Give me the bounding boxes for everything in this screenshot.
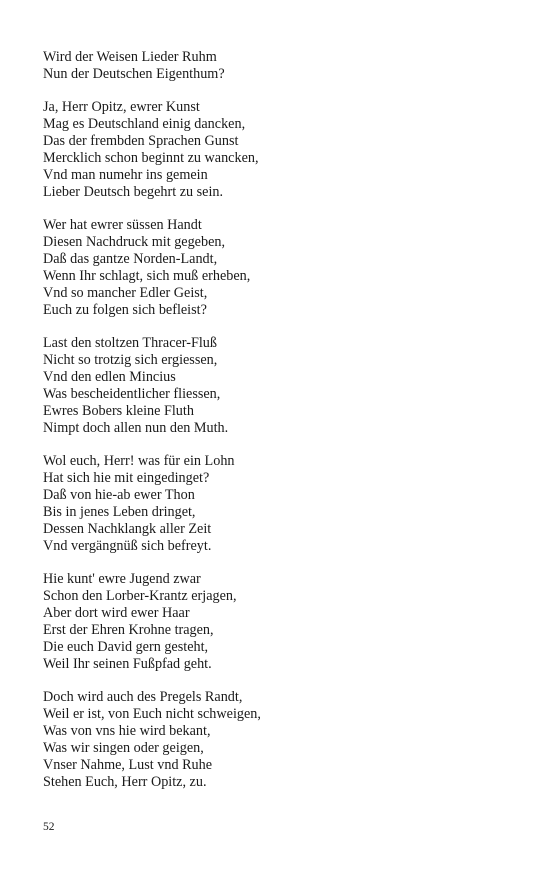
verse-line: Wol euch, Herr! was für ein Lohn: [43, 453, 235, 470]
verse-line: Vnd so mancher Edler Geist,: [43, 284, 208, 301]
verse-line: Nun der Deutschen Eigenthum?: [43, 65, 225, 82]
verse-line: Last den stoltzen Thracer-Fluß: [43, 335, 217, 352]
verse-line: Doch wird auch des Pregels Randt,: [43, 689, 243, 705]
stanza-4: [43, 335, 513, 436]
stanza-3: [43, 217, 513, 318]
verse-line: Daß das gantze Norden-Landt,: [43, 251, 218, 268]
verse-line: Ewres Bobers kleine Fluth: [43, 402, 194, 419]
verse-line: Daß von hie-ab ewer Thon: [43, 486, 195, 503]
verse-line: Was bescheidentlicher fliessen,: [43, 385, 221, 402]
verse-line: Euch zu folgen sich befleist?: [43, 301, 207, 318]
stanza-2: [43, 99, 513, 200]
verse-line: Dessen Nachklangk aller Zeit: [43, 520, 212, 537]
verse-line: Stehen Euch, Herr Opitz, zu.: [43, 773, 207, 790]
verse-line: Vnser Nahme, Lust vnd Ruhe: [43, 756, 213, 773]
verse-line: Diesen Nachdruck mit gegeben,: [43, 234, 226, 251]
verse-line: Vnd man numehr ins gemein: [43, 166, 208, 183]
stanza-6: [43, 571, 513, 672]
verse-line: Die euch David gern gesteht,: [43, 638, 209, 655]
verse-line: Mercklich schon beginnt zu wancken,: [43, 150, 259, 167]
verse-line: Hie kunt' ewre Jugend zwar: [43, 571, 201, 588]
verse-line: Wer hat ewrer süssen Handt: [43, 217, 202, 234]
verse-line: Schon den Lorber-Krantz erjagen,: [43, 587, 237, 604]
stanza-5: [43, 453, 513, 554]
verse-line: Erst der Ehren Krohne tragen,: [43, 621, 214, 638]
stanza-1: [43, 49, 513, 83]
verse-line: Nimpt doch allen nun den Muth.: [43, 419, 229, 436]
verse-line: Weil Ihr seinen Fußpfad geht.: [43, 655, 212, 672]
stanza-7: [43, 689, 513, 790]
verse-line: Aber dort wird ewer Haar: [43, 604, 190, 621]
page-number: 52: [43, 821, 55, 833]
verse-line: Hat sich hie mit eingedinget?: [43, 470, 210, 487]
verse-line: Was von vns hie wird bekant,: [43, 722, 211, 739]
verse-line: Lieber Deutsch begehrt zu sein.: [43, 183, 224, 200]
poem-body: [43, 49, 513, 807]
verse-line: Wird der Weisen Lieder Ruhm: [43, 49, 217, 65]
verse-line: Wenn Ihr schlagt, sich muß erheben,: [43, 267, 251, 284]
verse-line: Weil er ist, von Euch nicht schweigen,: [43, 705, 261, 722]
verse-line: Mag es Deutschland einig dancken,: [43, 116, 246, 133]
verse-line: Bis in jenes Leben dringet,: [43, 503, 196, 520]
verse-line: Das der frembden Sprachen Gunst: [43, 133, 239, 150]
verse-line: Nicht so trotzig sich ergiessen,: [43, 352, 218, 369]
verse-line: Was wir singen oder geigen,: [43, 739, 204, 756]
verse-line: Vnd vergängnüß sich befreyt.: [43, 537, 212, 554]
verse-line: Vnd den edlen Mincius: [43, 369, 176, 385]
verse-line: Ja, Herr Opitz, ewrer Kunst: [43, 99, 200, 116]
